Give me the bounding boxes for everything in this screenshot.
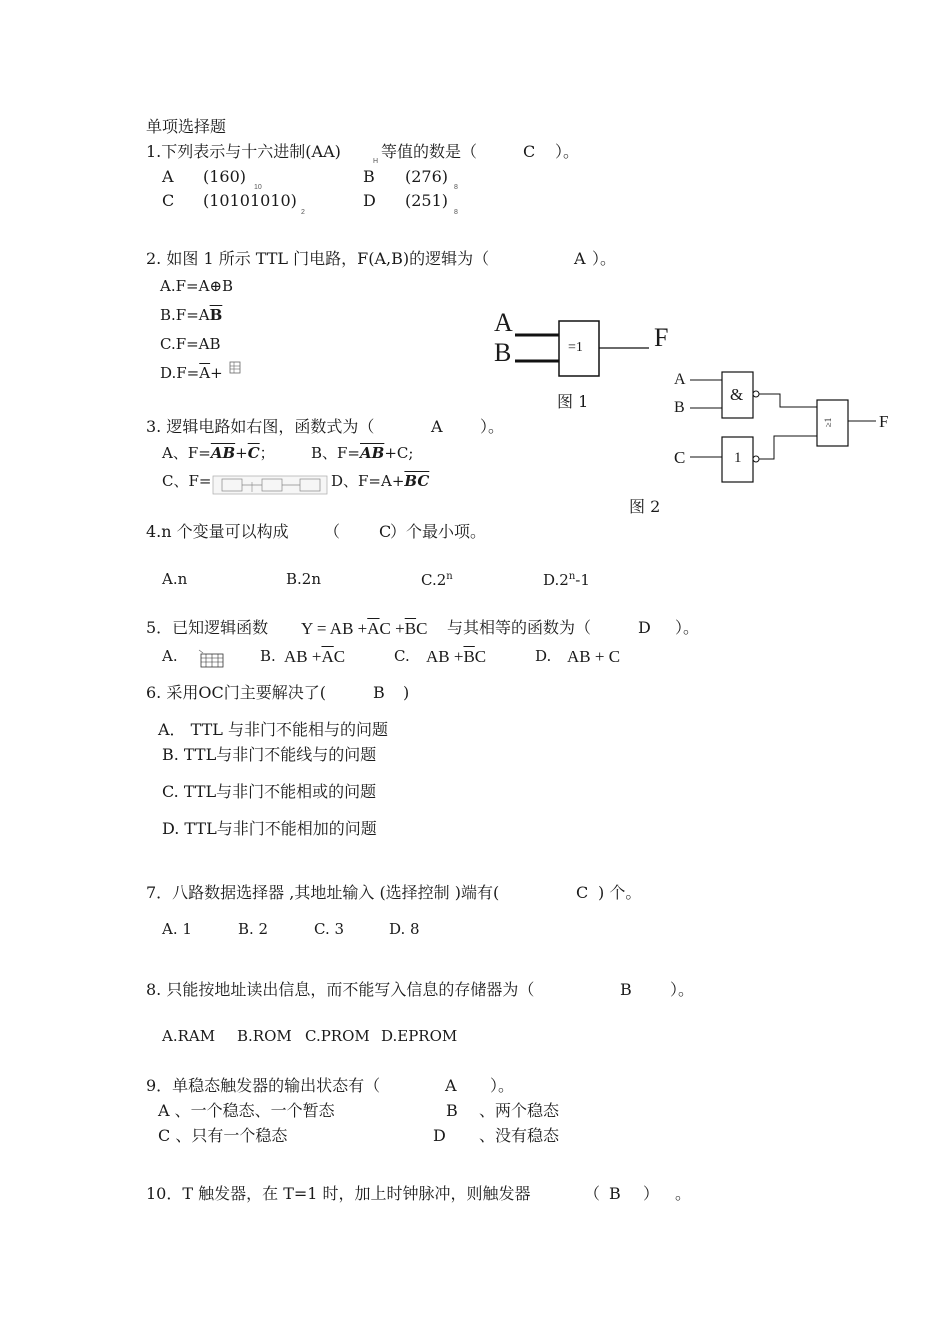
q9-answer: A (445, 1076, 457, 1095)
q3-option-a-plus: + (235, 444, 248, 462)
q5-option-d-expression: AB + C (567, 647, 621, 666)
q1-option-d-value: (251) (405, 191, 449, 210)
q3-stem: 3. 逻辑电路如右图，函数式为（ (146, 417, 375, 436)
q5-stem: 5．已知逻辑函数 (146, 618, 269, 637)
q5-option-b-bar: $\overline{A}$ (321, 647, 334, 666)
fig1-input-a: A (494, 308, 513, 337)
q9-stem: 9．单稳态触发器的输出状态有（ (146, 1076, 381, 1095)
q8-stem: 8. 只能按地址读出信息，而不能写入信息的存储器为（ (146, 980, 535, 999)
q7-option-d: D. 8 (389, 920, 420, 938)
q3-option-a (162, 446, 275, 461)
q3-option-b-prefix: B、F= (311, 444, 360, 462)
q5-expression (301, 620, 427, 637)
q5-option-c-expr: AB + (426, 647, 464, 666)
q5-option-b-label: B. (260, 647, 276, 665)
q3-close: ）。 (480, 417, 505, 436)
q1-option-a-letter: A (162, 167, 174, 186)
q1-option-b-base: 8 (454, 184, 458, 191)
q2-option-a: A.F=A⊕B (160, 277, 234, 295)
q5-option-b-expr: AB + (284, 647, 322, 666)
q1-option-d-base: 8 (454, 209, 458, 216)
q8-option-b: B.ROM (237, 1027, 292, 1045)
q2-option-d-plus: + (210, 364, 223, 382)
fig2-input-a: A (674, 371, 686, 388)
q5-tail: 与其相等的函数为（ (447, 618, 592, 637)
q1-option-c-value: (10101010) (203, 191, 297, 210)
fig1-caption: 图 1 (557, 392, 589, 411)
q4-option-d-exponent: n (568, 571, 576, 582)
q4-option-b: B.2n (286, 570, 321, 588)
q5-expression-mid: C + (379, 619, 405, 638)
q3-option-b-tail: +C; (384, 444, 414, 462)
q5-option-d-label: D. (535, 647, 552, 665)
q5-option-c-expression (426, 648, 486, 665)
fig1-gate-label: =1 (568, 340, 583, 355)
q6-answer: B (373, 683, 385, 702)
q2-option-d-prefix: D.F= (160, 364, 200, 382)
q4-option-c-exponent: n (446, 571, 453, 582)
q1-close: ）。 (555, 142, 580, 161)
q6-option-d: D. TTL与非门不能相加的问题 (162, 819, 377, 838)
q3-option-c-garbled-image (212, 474, 330, 496)
q4-option-d (543, 572, 590, 588)
q1-stem-subscript: H (373, 158, 379, 165)
q4-open: （ (324, 522, 341, 541)
q1-option-b-value: (276) (405, 167, 449, 186)
q1-option-a-base: 10 (254, 184, 262, 191)
q4-option-d-base: D.2 (543, 571, 569, 589)
q8-answer: B (620, 980, 632, 999)
q7-close: ) 个。 (598, 883, 642, 902)
q1-stem-tail: 等值的数是（ (381, 142, 478, 161)
q5-expression-y: Y = AB + (301, 619, 368, 638)
q6-stem: 6. 采用OC门主要解决了( (146, 683, 326, 702)
fig2-or-label: ≥1 (823, 417, 834, 428)
q3-option-d (331, 474, 429, 489)
q2-option-b-prefix: B.F=A (160, 306, 210, 324)
q5-expression-bar-b: $\overline{B}$ (404, 619, 417, 638)
q8-option-c: C.PROM (305, 1027, 370, 1045)
q3-option-a-prefix: A、F= (162, 444, 211, 462)
q1-option-d-letter: D (363, 191, 376, 210)
q10-answer: B (609, 1184, 621, 1203)
q1-stem: 1.下列表示与十六进制(AA) (146, 142, 341, 161)
fig2-caption: 图 2 (629, 497, 661, 516)
q1-answer: C (523, 142, 536, 161)
q6-option-a: A． TTL 与非门不能相与的问题 (158, 720, 388, 739)
q2-option-b (160, 308, 222, 323)
q2-stem: 2. 如图 1 所示 TTL 门电路，F(A,B)的逻辑为（ (146, 249, 490, 268)
q10-open: （ (584, 1184, 601, 1203)
q5-expression-end: C (416, 619, 428, 638)
q3-answer: A (431, 417, 443, 436)
q10-close: ） (643, 1184, 660, 1203)
q9-option-d-letter: D (433, 1126, 446, 1145)
q2-close: ）。 (592, 249, 617, 268)
q2-option-c: C.F=AB (160, 335, 221, 353)
q1-option-a-value: (160) (203, 167, 247, 186)
q2-option-b-negated: $\overline{B}$ (209, 306, 223, 324)
q3-option-a-negated-ab: $\overline{AB}$ (210, 444, 236, 462)
q3-option-a-end: ； (259, 444, 275, 462)
q9-option-b-letter: B (446, 1101, 458, 1120)
q4-answer: C (379, 522, 392, 541)
q7-stem: 7．八路数据选择器 ,其地址输入 (选择控制 )端有( (146, 883, 500, 902)
q4-option-c (421, 572, 453, 588)
q9-close: ）。 (490, 1076, 515, 1095)
q2-option-d-negated: $\overline{A}$ (199, 364, 211, 382)
q4-stem: 4.n 个变量可以构成 (146, 522, 289, 541)
q8-option-a: A.RAM (162, 1027, 216, 1045)
q5-expression-bar-a: $\overline{A}$ (367, 619, 380, 638)
q7-answer: C (576, 883, 589, 902)
q9-option-c: C 、只有一个稳态 (158, 1126, 288, 1145)
q6-close: ) (403, 683, 410, 702)
q4-close: ）个最小项。 (390, 522, 487, 541)
q2-option-d (160, 366, 223, 381)
q9-option-a: A 、一个稳态、一个暂态 (158, 1101, 335, 1120)
q5-option-c-label: C. (394, 647, 410, 665)
q10-end: 。 (675, 1184, 692, 1203)
q3-option-b-negated-ab: $\overline{AB}$ (360, 444, 385, 462)
q8-option-d: D.EPROM (381, 1027, 458, 1045)
q7-option-b: B. 2 (238, 920, 269, 938)
q4-option-d-tail: -1 (575, 571, 590, 589)
fig2-input-b: B (674, 399, 685, 416)
q7-option-c: C. 3 (314, 920, 345, 938)
q8-close: ）。 (670, 980, 695, 999)
fig2-and-label: & (730, 385, 744, 404)
q3-option-d-prefix: D、F=A+ (331, 472, 405, 490)
section-title: 单项选择题 (146, 117, 227, 136)
q1-option-c-letter: C (162, 191, 175, 210)
q1-option-b-letter: B (363, 167, 375, 186)
fig1-input-b: B (494, 338, 512, 367)
q3-option-a-negated-c: $\overline{C}$ (247, 444, 260, 462)
q2-answer: A (574, 249, 586, 268)
q5-option-c-bar: $\overline{B}$ (463, 647, 475, 666)
q5-option-c-end: C (474, 647, 487, 666)
fig2-not-label: 1 (734, 450, 742, 466)
q1-option-c-base: 2 (301, 209, 305, 216)
q5-answer: D (638, 618, 651, 637)
q4-option-a: A.n (162, 570, 188, 588)
q3-option-b (311, 446, 413, 461)
q2-option-d-garbled-image (229, 361, 241, 375)
q10-stem: 10．T 触发器，在 T=1 时，加上时钟脉冲，则触发器 (146, 1184, 531, 1203)
fig2-output-f: F (879, 412, 889, 431)
q5-close: ）。 (675, 618, 700, 637)
q7-option-a: A. 1 (162, 920, 192, 938)
fig2-circuit (690, 370, 880, 485)
q3-option-d-negated-bc: $\overline{BC}$ (404, 472, 430, 490)
q3-option-c: C、F= (162, 472, 212, 490)
q4-option-c-base: C.2 (421, 571, 447, 589)
q6-option-c: C. TTL与非门不能相或的问题 (162, 782, 377, 801)
fig2-input-c: C (674, 448, 686, 467)
q5-option-a-label: A. (162, 647, 178, 665)
q5-option-b-end: C (333, 647, 346, 666)
fig1-output-f: F (654, 323, 669, 352)
q5-option-a-table-icon (199, 650, 225, 668)
q9-option-d: 、没有稳态 (479, 1126, 560, 1145)
q9-option-b: 、两个稳态 (479, 1101, 560, 1120)
q6-option-b: B. TTL与非门不能线与的问题 (162, 745, 377, 764)
q5-option-b-expression (284, 648, 345, 665)
